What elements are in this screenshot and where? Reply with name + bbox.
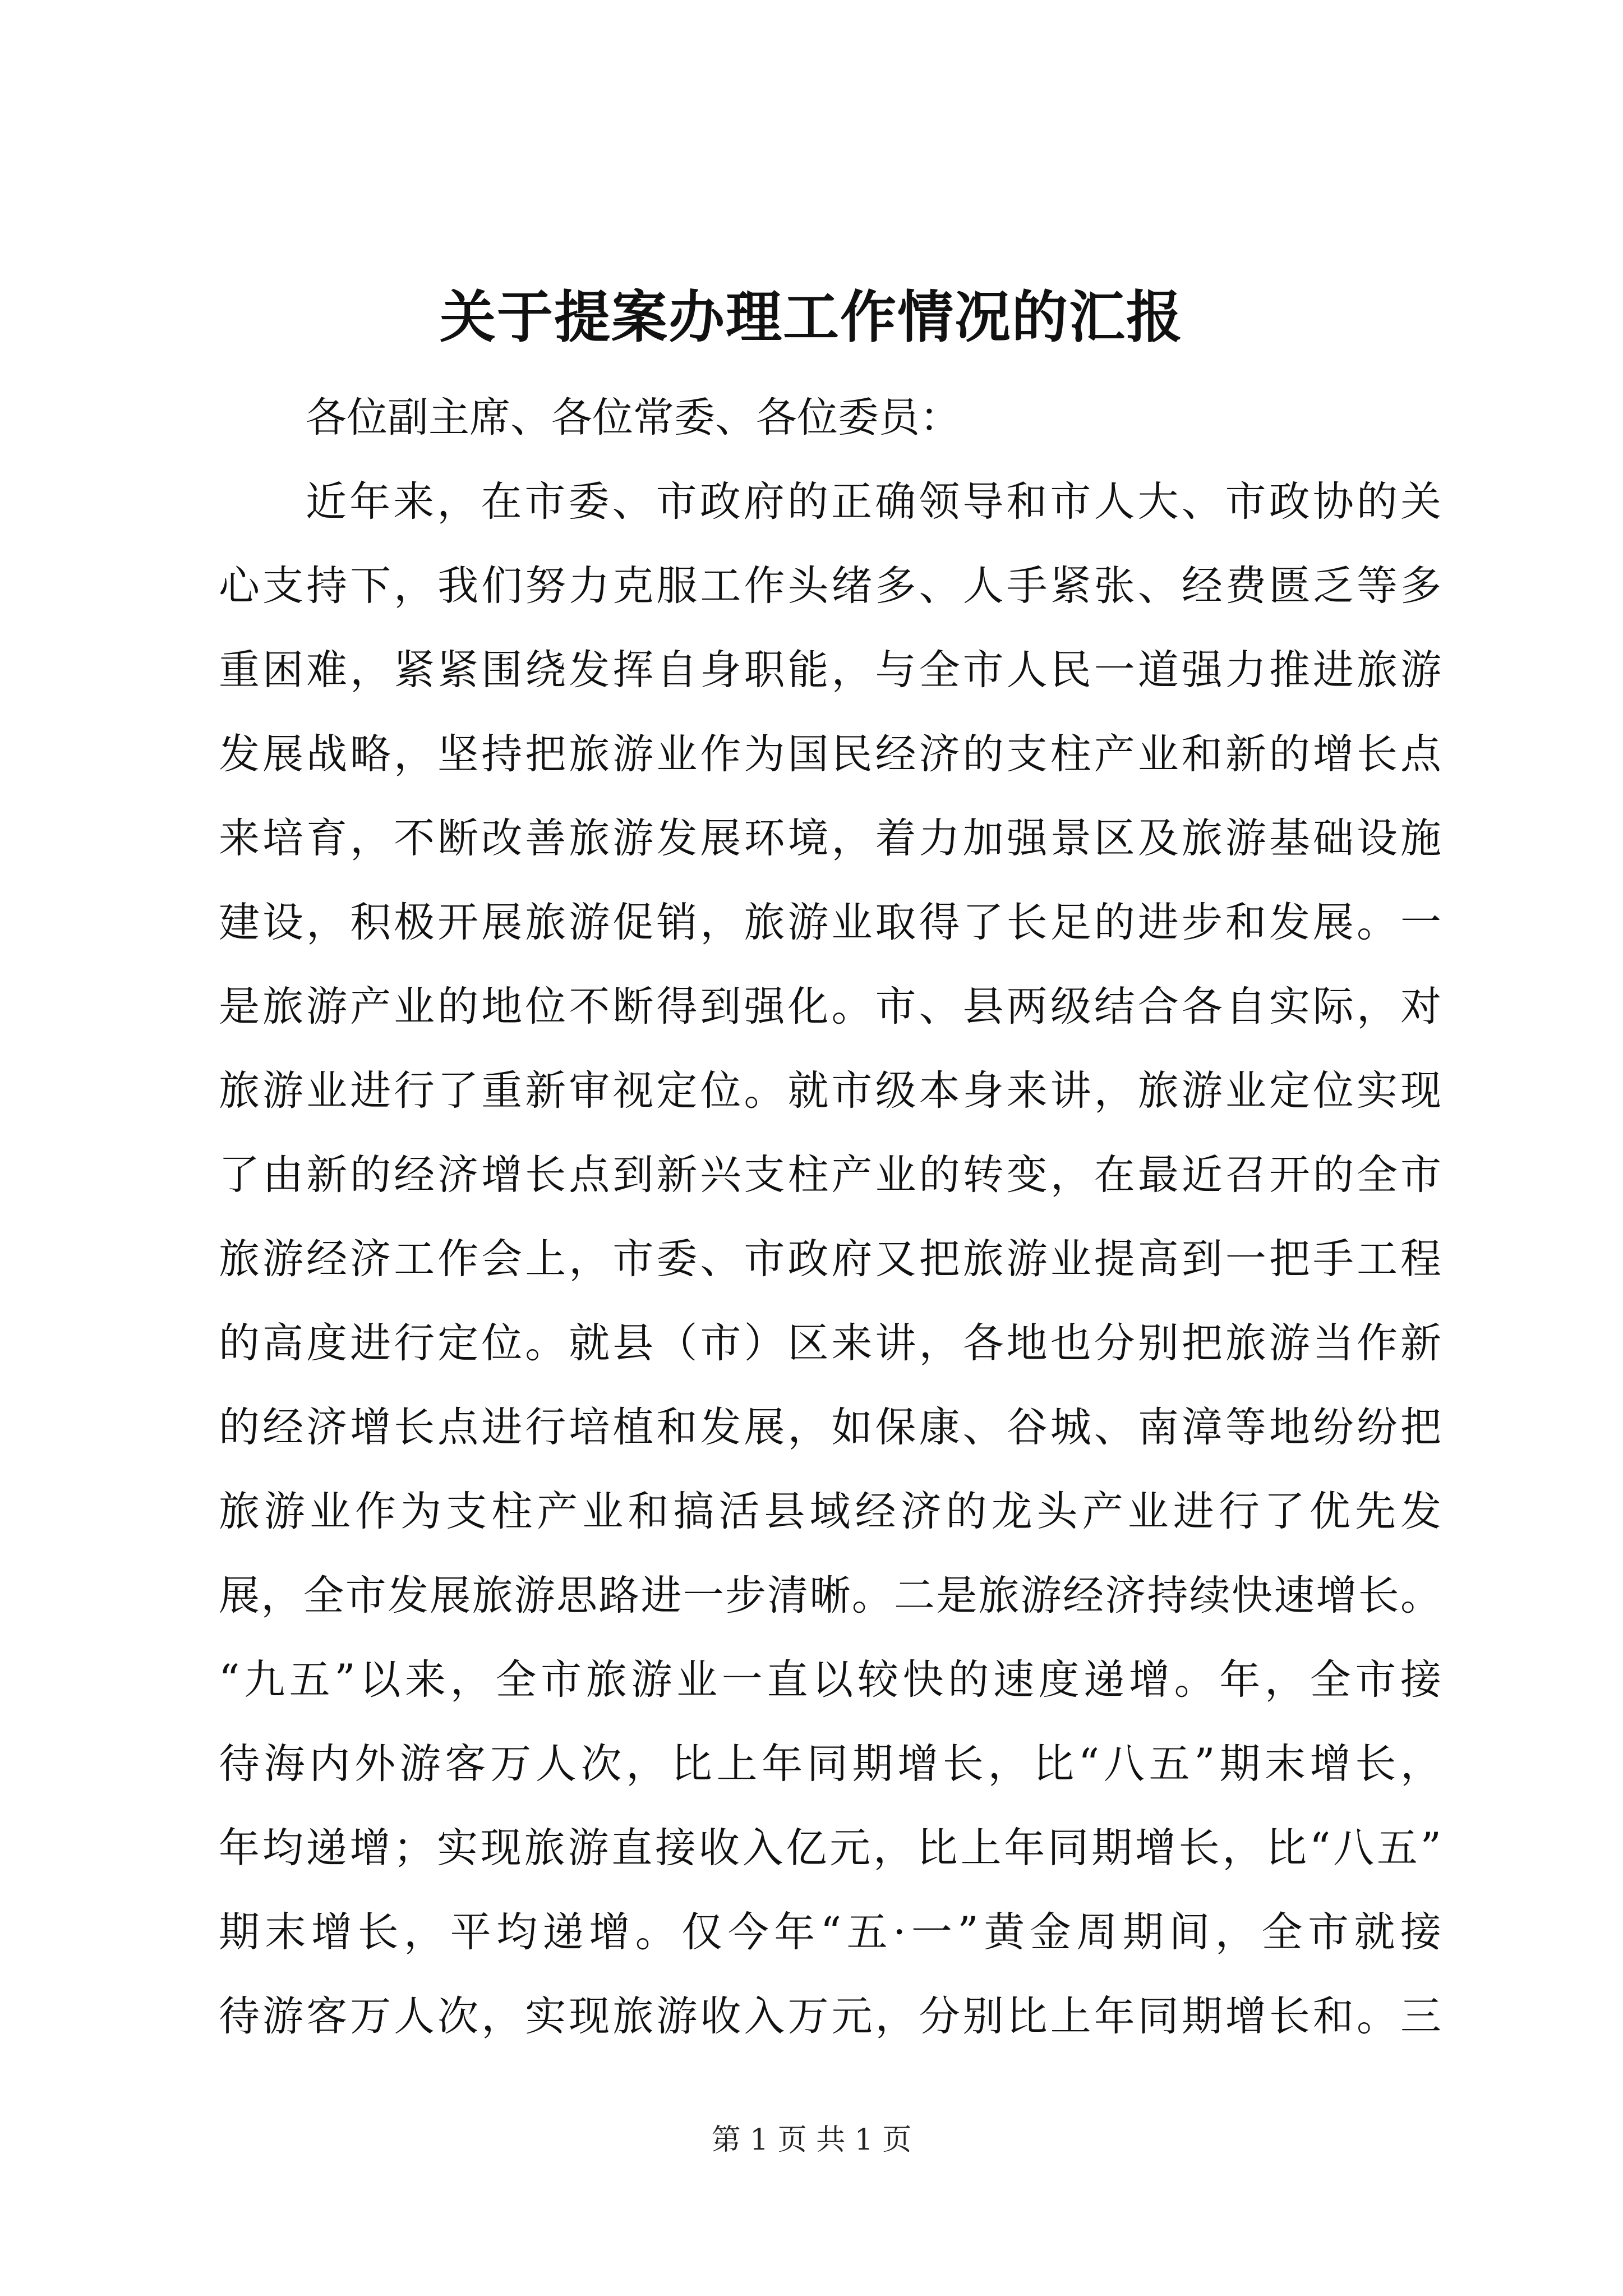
paragraph-line: 重困难，紧紧围绕发挥自身职能，与全市人民一道强力推进旅游 [219,646,1441,694]
paragraph-line: 发展战略，坚持把旅游业作为国民经济的支柱产业和新的增长点 [219,730,1441,778]
document-title: 关于提案办理工作情况的汇报 [440,284,1183,350]
paragraph-line: 期末增长，平均递增。仅今年“五·一”黄金周期间，全市就接 [219,1908,1441,1956]
paragraph-line: 待游客万人次，实现旅游收入万元，分别比上年同期增长和。三 [219,1993,1441,2040]
paragraph-line: 旅游业作为支柱产业和搞活县域经济的龙头产业进行了优先发 [219,1488,1441,1535]
paragraph-line: 来培育，不断改善旅游发展环境，着力加强景区及旅游基础设施 [219,815,1441,862]
paragraph-line: 了由新的经济增长点到新兴支柱产业的转变，在最近召开的全市 [219,1151,1441,1199]
paragraph-line: 的经济增长点进行培植和发展，如保康、谷城、南漳等地纷纷把 [219,1404,1441,1451]
paragraph-line: 是旅游产业的地位不断得到强化。市、县两级结合各自实际，对 [219,983,1441,1030]
paragraph-line: 展，全市发展旅游思路进一步清晰。二是旅游经济持续快速增长。 [219,1572,1441,1619]
paragraph-line: 待海内外游客万人次，比上年同期增长，比“八五”期末增长， [219,1740,1441,1788]
paragraph-line: 的高度进行定位。就县（市）区来讲，各地也分别把旅游当作新 [219,1319,1441,1367]
paragraph-line: 年均递增；实现旅游直接收入亿元，比上年同期增长，比“八五” [219,1824,1441,1872]
salutation: 各位副主席、各位常委、各位委员： [306,394,961,441]
paragraph-line: 旅游业进行了重新审视定位。就市级本身来讲，旅游业定位实现 [219,1067,1441,1115]
document-body [219,376,1441,2059]
page-footer: 第 1 页 共 1 页 [711,2123,912,2157]
paragraph-line: 心支持下，我们努力克服工作头绪多、人手紧张、经费匮乏等多 [219,562,1441,610]
paragraph-line: 建设，积极开展旅游促销，旅游业取得了长足的进步和发展。一 [219,899,1441,946]
paragraph-line: “九五”以来，全市旅游业一直以较快的速度递增。年，全市接 [219,1656,1441,1704]
paragraph-line: 旅游经济工作会上，市委、市政府又把旅游业提高到一把手工程 [219,1235,1441,1283]
paragraph-line: 近年来，在市委、市政府的正确领导和市人大、市政协的关 [306,478,1441,526]
